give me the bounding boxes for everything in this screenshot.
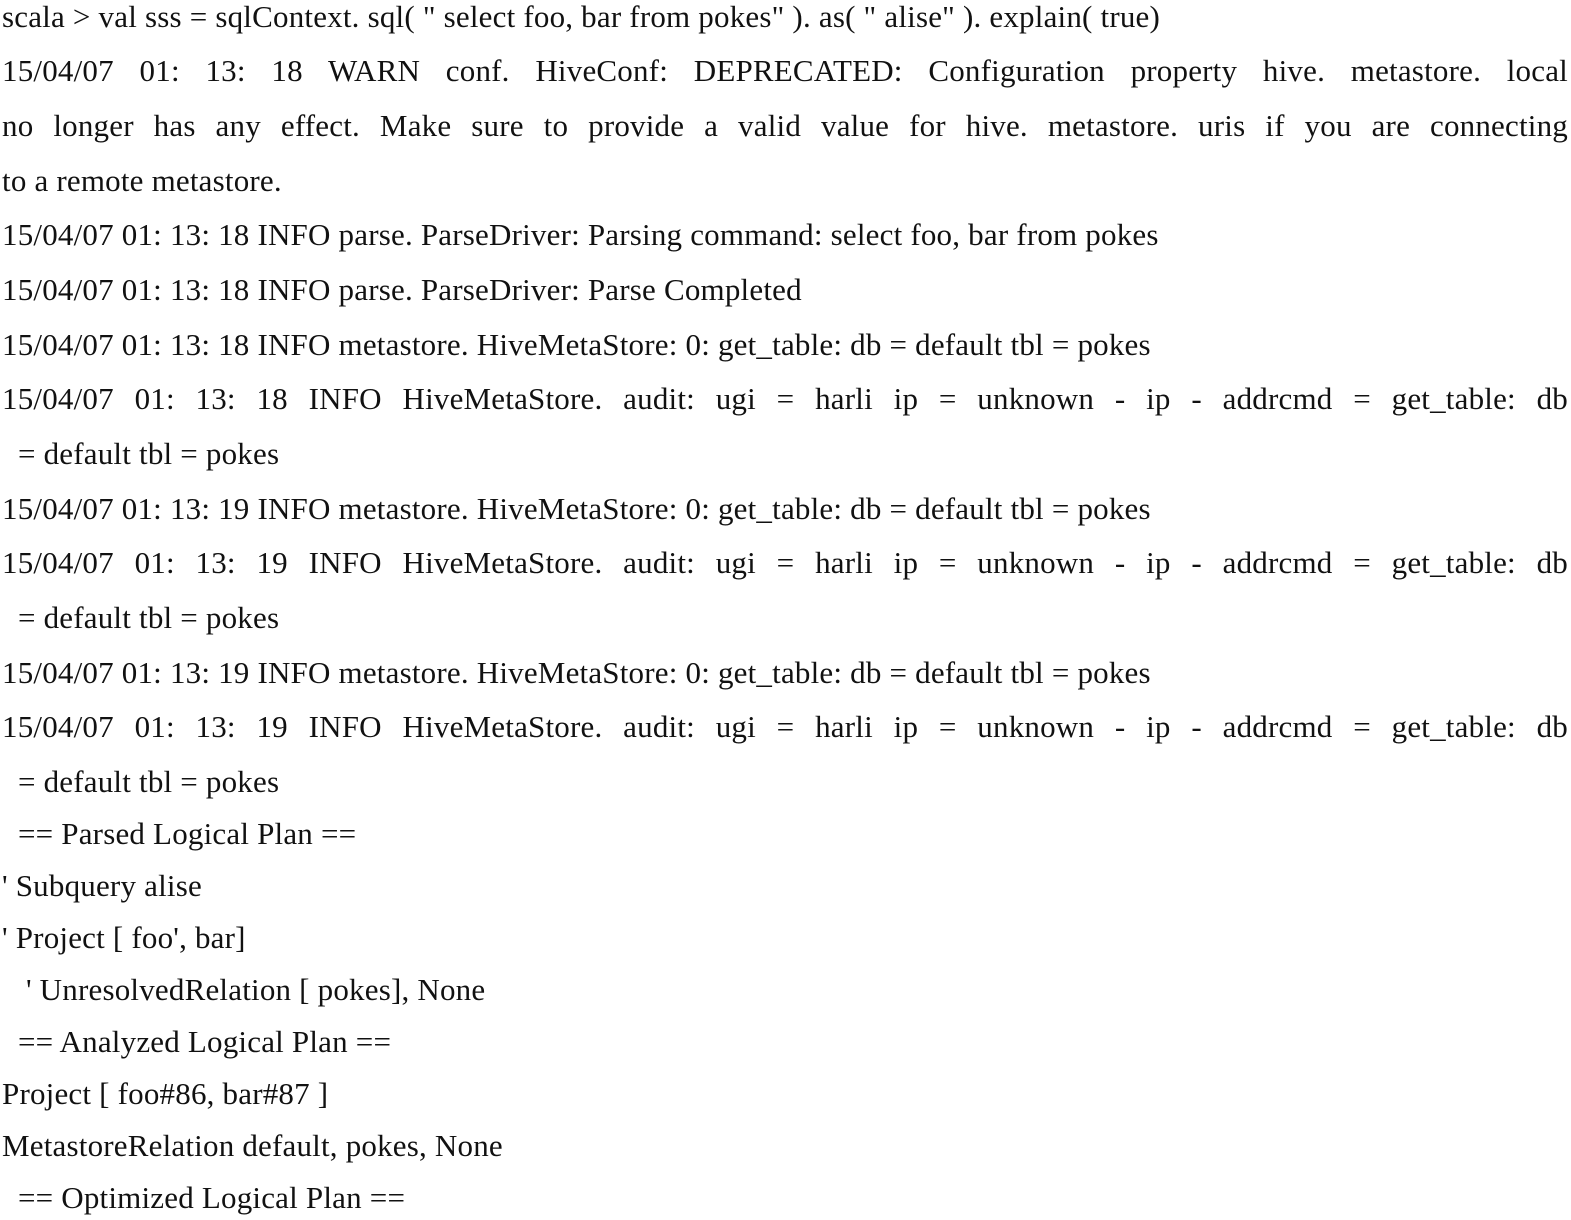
- plan-heading-optimized: == Optimized Logical Plan ==: [10, 1180, 406, 1215]
- log-line-info: 15/04/07 01: 13: 19 INFO metastore. HiveMetaStore: 0: get_table: db = default tbl = pokes: [2, 655, 1151, 690]
- plan-line: Project [ foo#86, bar#87 ]: [2, 1076, 329, 1111]
- log-line-audit: 15/04/07 01: 13: 18 INFO HiveMetaStore. audit: ugi = harli ip = unknown - ip - addrcmd = get_table: db: [2, 381, 1568, 416]
- log-line-audit-continued: = default tbl = pokes: [10, 436, 280, 471]
- log-line-audit: 15/04/07 01: 13: 19 INFO HiveMetaStore. audit: ugi = harli ip = unknown - ip - addrcmd = get_table: db: [2, 545, 1568, 580]
- log-line-audit-continued: = default tbl = pokes: [10, 600, 280, 635]
- log-line-warn-end: to a remote metastore.: [2, 163, 282, 198]
- plan-heading-parsed: == Parsed Logical Plan ==: [10, 816, 357, 851]
- plan-line: MetastoreRelation default, pokes, None: [2, 1128, 503, 1163]
- scala-command-line: scala > val sss = sqlContext. sql( " select foo, bar from pokes" ). as( " alise" ). explain( true): [2, 0, 1161, 34]
- plan-line: ' UnresolvedRelation [ pokes], None: [18, 972, 486, 1007]
- log-line-info: 15/04/07 01: 13: 19 INFO metastore. HiveMetaStore: 0: get_table: db = default tbl = pokes: [2, 491, 1151, 526]
- plan-heading-analyzed: == Analyzed Logical Plan ==: [10, 1024, 392, 1059]
- log-line-audit: 15/04/07 01: 13: 19 INFO HiveMetaStore. audit: ugi = harli ip = unknown - ip - addrcmd = get_table: db: [2, 709, 1568, 744]
- log-line-warn-continued: no longer has any effect. Make sure to provide a valid value for hive. metastore. uris if you are connecting: [2, 108, 1568, 143]
- plan-line: ' Project [ foo', bar]: [2, 920, 246, 955]
- plan-line: ' Subquery alise: [2, 868, 202, 903]
- log-line-info: 15/04/07 01: 13: 18 INFO parse. ParseDriver: Parsing command: select foo, bar from pokes: [2, 217, 1159, 252]
- log-line-info: 15/04/07 01: 13: 18 INFO metastore. HiveMetaStore: 0: get_table: db = default tbl = pokes: [2, 327, 1151, 362]
- log-line-audit-continued: = default tbl = pokes: [10, 764, 280, 799]
- log-line-warn: 15/04/07 01: 13: 18 WARN conf. HiveConf: DEPRECATED: Configuration property hive. metastore. local: [2, 53, 1568, 88]
- log-line-info: 15/04/07 01: 13: 18 INFO parse. ParseDriver: Parse Completed: [2, 272, 802, 307]
